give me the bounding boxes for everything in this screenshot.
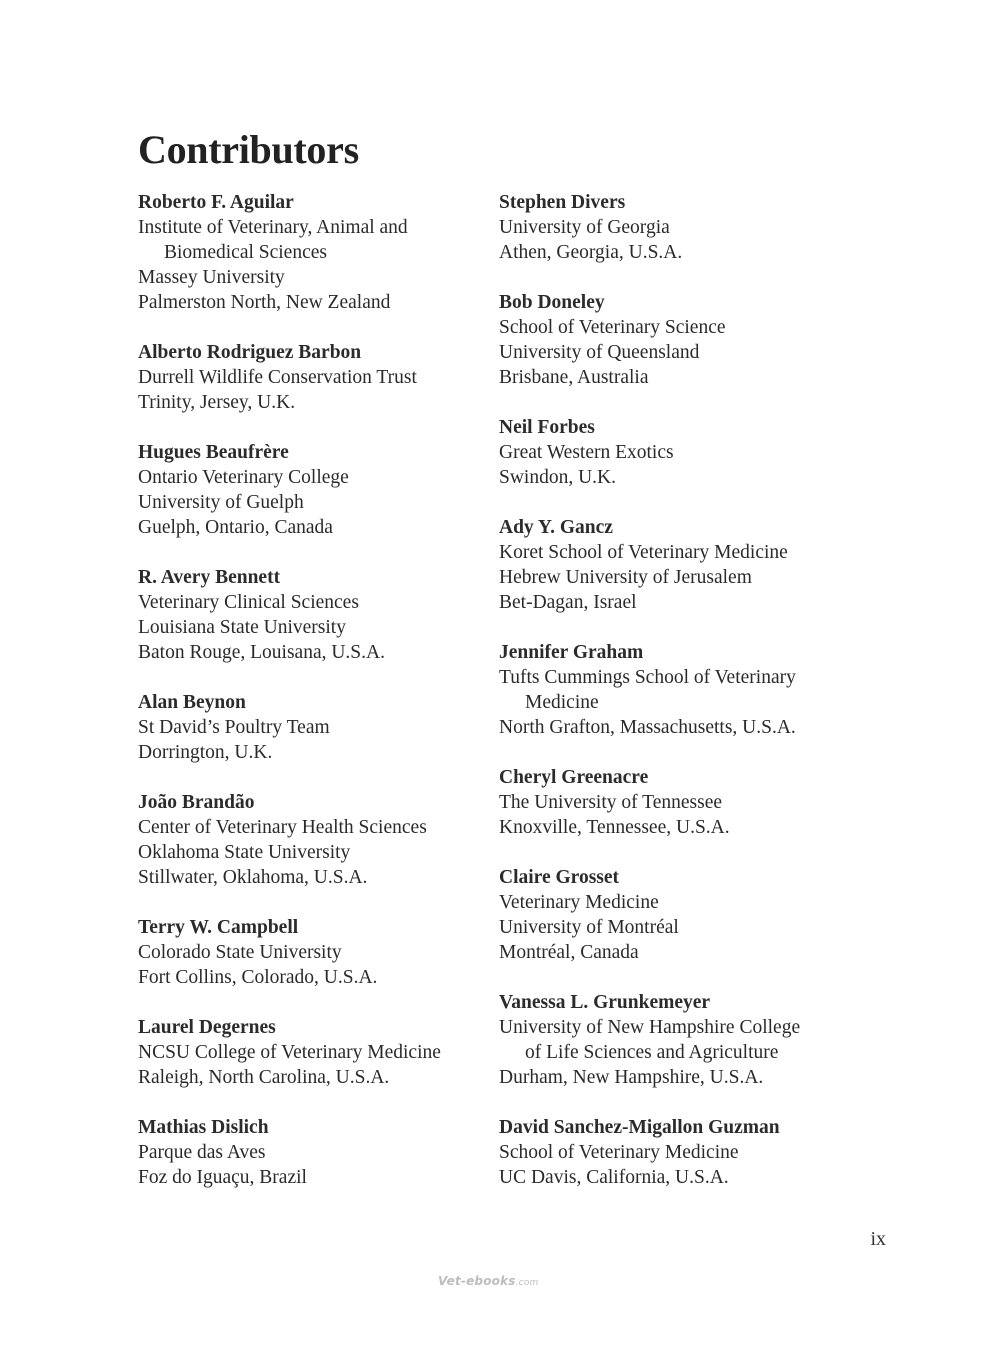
- contributor-entry: [499, 990, 859, 1090]
- contributor-affiliation-line: Raleigh, North Carolina, U.S.A.: [138, 1067, 390, 1088]
- contributor-name: Neil Forbes: [499, 417, 595, 438]
- contributor-name: Claire Grosset: [499, 867, 620, 888]
- contributor-affiliation-line: Dorrington, U.K.: [138, 742, 273, 763]
- contributor-affiliation-line: Guelph, Ontario, Canada: [138, 517, 333, 538]
- contributor-entry: [138, 1015, 488, 1090]
- contributor-affiliation-line: Great Western Exotics: [499, 442, 674, 463]
- contributor-affiliation-line: School of Veterinary Medicine: [499, 1142, 739, 1163]
- contributor-affiliation-line: UC Davis, California, U.S.A.: [499, 1167, 729, 1188]
- contributor-name: Mathias Dislich: [138, 1117, 269, 1138]
- contributor-name: Ady Y. Gancz: [499, 517, 613, 538]
- contributor-affiliation-line: Athen, Georgia, U.S.A.: [499, 242, 683, 263]
- contributor-affiliation-line: Tufts Cummings School of Veterinary: [499, 667, 796, 688]
- contributor-name: Bob Doneley: [499, 292, 605, 313]
- contributor-affiliation-line: Foz do Iguaçu, Brazil: [138, 1167, 307, 1188]
- contributor-entry: [138, 340, 488, 415]
- contributor-name: Cheryl Greenacre: [499, 767, 649, 788]
- contributor-affiliation-line: Bet-Dagan, Israel: [499, 592, 637, 613]
- contributor-affiliation-line: St David’s Poultry Team: [138, 717, 330, 738]
- contributor-entry: [138, 190, 488, 315]
- contributor-name: Laurel Degernes: [138, 1017, 276, 1038]
- contributor-affiliation-line: Montréal, Canada: [499, 942, 639, 963]
- contributor-affiliation-line: Louisiana State University: [138, 617, 346, 638]
- contributor-affiliation-line: Massey University: [138, 267, 285, 288]
- contributor-affiliation-line: Oklahoma State University: [138, 842, 351, 863]
- contributor-name: João Brandão: [138, 792, 255, 813]
- contributor-name: R. Avery Bennett: [138, 567, 281, 588]
- watermark-main: Vet-ebooks: [438, 1274, 516, 1288]
- contributor-entry: [138, 790, 488, 890]
- contributor-affiliation-line: of Life Sciences and Agriculture: [525, 1042, 779, 1063]
- contributor-affiliation-line: Medicine: [525, 692, 599, 713]
- contributor-affiliation-line: Baton Rouge, Louisana, U.S.A.: [138, 642, 385, 663]
- contributors-column-left: [138, 190, 488, 1215]
- page-title: Contributors: [138, 127, 359, 172]
- contributor-affiliation-line: Koret School of Veterinary Medicine: [499, 542, 788, 563]
- contributor-entry: [499, 290, 859, 390]
- contributor-name: Roberto F. Aguilar: [138, 192, 294, 213]
- contributor-entry: [499, 190, 859, 265]
- contributor-affiliation-line: The University of Tennessee: [499, 792, 723, 813]
- contributor-affiliation-line: University of Montréal: [499, 917, 679, 938]
- contributor-affiliation-line: Brisbane, Australia: [499, 367, 649, 388]
- contributor-name: Hugues Beaufrère: [138, 442, 289, 463]
- contributor-affiliation-line: Parque das Aves: [138, 1142, 266, 1163]
- contributor-affiliation-line: Trinity, Jersey, U.K.: [138, 392, 296, 413]
- contributor-affiliation-line: Veterinary Medicine: [499, 892, 659, 913]
- contributor-entry: [499, 415, 859, 490]
- contributor-name: Alan Beynon: [138, 692, 246, 713]
- contributor-affiliation-line: Center of Veterinary Health Sciences: [138, 817, 427, 838]
- contributor-affiliation-line: NCSU College of Veterinary Medicine: [138, 1042, 441, 1063]
- contributor-affiliation-line: School of Veterinary Science: [499, 317, 726, 338]
- contributor-affiliation-line: Durrell Wildlife Conservation Trust: [138, 367, 417, 388]
- contributor-affiliation-line: Stillwater, Oklahoma, U.S.A.: [138, 867, 368, 888]
- contributor-affiliation-line: Palmerston North, New Zealand: [138, 292, 391, 313]
- page-number: ix: [870, 1228, 886, 1250]
- contributor-entry: [499, 1115, 859, 1190]
- contributor-affiliation-line: University of Queensland: [499, 342, 700, 363]
- contributor-affiliation-line: Institute of Veterinary, Animal and: [138, 217, 408, 238]
- contributor-entry: [138, 440, 488, 540]
- contributor-name: Vanessa L. Grunkemeyer: [499, 992, 711, 1013]
- contributor-entry: [138, 565, 488, 665]
- contributor-affiliation-line: Durham, New Hampshire, U.S.A.: [499, 1067, 764, 1088]
- contributor-affiliation-line: University of Georgia: [499, 217, 670, 238]
- contributor-name: Alberto Rodriguez Barbon: [138, 342, 362, 363]
- contributor-entry: [138, 915, 488, 990]
- contributor-name: Stephen Divers: [499, 192, 626, 213]
- contributor-affiliation-line: University of New Hampshire College: [499, 1017, 801, 1038]
- contributor-affiliation-line: Swindon, U.K.: [499, 467, 617, 488]
- contributor-affiliation-line: University of Guelph: [138, 492, 304, 513]
- contributor-name: Terry W. Campbell: [138, 917, 299, 938]
- watermark-suffix: .com: [515, 1278, 539, 1288]
- contributor-name: David Sanchez-Migallon Guzman: [499, 1117, 780, 1138]
- contributor-name: Jennifer Graham: [499, 642, 644, 663]
- contributor-entry: [499, 865, 859, 965]
- contributors-column-right: [499, 190, 859, 1215]
- contributor-affiliation-line: Biomedical Sciences: [164, 242, 327, 263]
- contributor-affiliation-line: Veterinary Clinical Sciences: [138, 592, 359, 613]
- contributor-entry: [499, 765, 859, 840]
- contributor-affiliation-line: Knoxville, Tennessee, U.S.A.: [499, 817, 730, 838]
- contributor-entry: [499, 515, 859, 615]
- contributor-affiliation-line: Fort Collins, Colorado, U.S.A.: [138, 967, 378, 988]
- contributor-entry: [499, 640, 859, 740]
- contributor-affiliation-line: North Grafton, Massachusetts, U.S.A.: [499, 717, 796, 738]
- contributor-affiliation-line: Ontario Veterinary College: [138, 467, 349, 488]
- contributor-affiliation-line: Colorado State University: [138, 942, 342, 963]
- contributor-affiliation-line: Hebrew University of Jerusalem: [499, 567, 752, 588]
- watermark-logo: [438, 1274, 539, 1288]
- contributor-entry: [138, 690, 488, 765]
- contributor-entry: [138, 1115, 488, 1190]
